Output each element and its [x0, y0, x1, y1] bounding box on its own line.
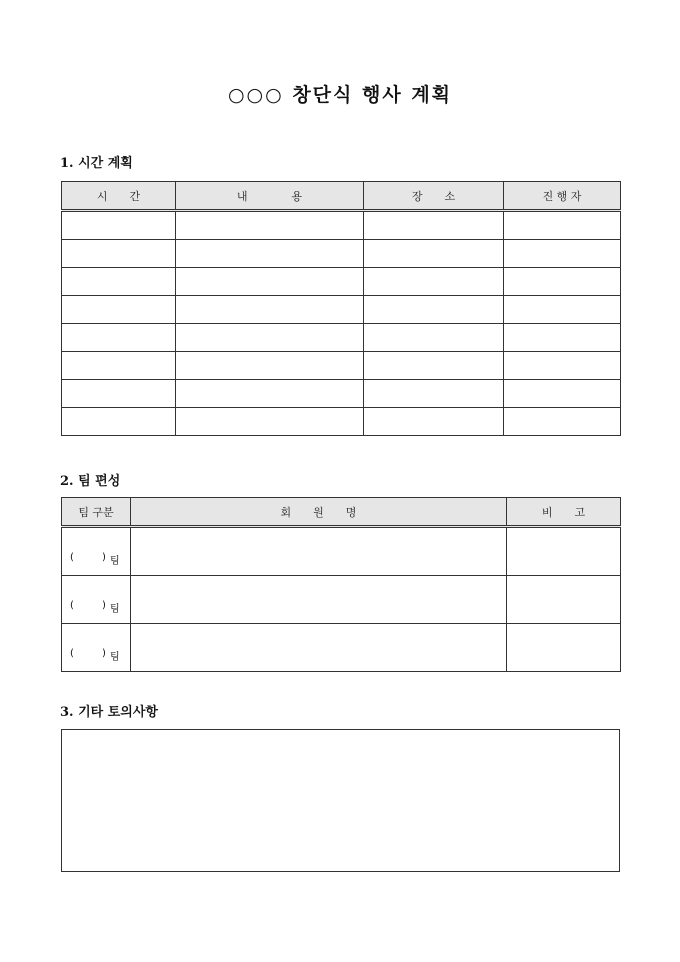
content-cell[interactable] [176, 211, 364, 240]
column-header-team: 팀 구분 [62, 498, 131, 527]
host-cell[interactable] [504, 268, 621, 296]
section-heading-schedule: 1. 시간 계획 [60, 156, 133, 171]
table-row [62, 408, 621, 436]
team-header-row [62, 498, 621, 527]
host-cell[interactable] [504, 380, 621, 408]
column-header-note: 비 고 [507, 498, 621, 527]
section-heading-teams: 2. 팀 편성 [60, 474, 121, 489]
team-name-cell[interactable] [62, 576, 131, 624]
team-close-paren: ) [102, 647, 106, 659]
note-cell[interactable] [507, 576, 621, 624]
misc-discussion-box[interactable] [61, 729, 620, 872]
team-open-paren: ( [70, 599, 74, 611]
members-cell[interactable] [131, 527, 507, 576]
time-cell[interactable] [62, 408, 176, 436]
place-cell[interactable] [364, 408, 504, 436]
host-cell[interactable] [504, 296, 621, 324]
place-cell[interactable] [364, 296, 504, 324]
host-cell[interactable] [504, 352, 621, 380]
content-cell[interactable] [176, 352, 364, 380]
team-open-paren: ( [70, 551, 74, 563]
place-cell[interactable] [364, 380, 504, 408]
column-header-place: 장 소 [364, 182, 504, 211]
members-cell[interactable] [131, 576, 507, 624]
content-cell[interactable] [176, 240, 364, 268]
note-cell[interactable] [507, 624, 621, 672]
team-suffix: 팀 [110, 555, 120, 567]
time-cell[interactable] [62, 268, 176, 296]
place-cell[interactable] [364, 324, 504, 352]
time-cell[interactable] [62, 296, 176, 324]
team-suffix: 팀 [110, 651, 120, 663]
team-close-paren: ) [102, 551, 106, 563]
table-row [62, 240, 621, 268]
host-cell[interactable] [504, 324, 621, 352]
schedule-table [61, 181, 621, 436]
host-cell[interactable] [504, 408, 621, 436]
members-cell[interactable] [131, 624, 507, 672]
content-cell[interactable] [176, 380, 364, 408]
time-cell[interactable] [62, 211, 176, 240]
content-cell[interactable] [176, 408, 364, 436]
table-row [62, 624, 621, 672]
team-suffix: 팀 [110, 603, 120, 615]
table-row [62, 324, 621, 352]
section-heading-misc: 3. 기타 토의사항 [60, 705, 158, 720]
table-row [62, 576, 621, 624]
place-cell[interactable] [364, 268, 504, 296]
schedule-header-row [62, 182, 621, 211]
column-header-time: 시 간 [62, 182, 176, 211]
place-cell[interactable] [364, 352, 504, 380]
time-cell[interactable] [62, 240, 176, 268]
table-row [62, 352, 621, 380]
page-title: ○○○ 창단식 행사 계획 [227, 84, 453, 106]
team-name-cell[interactable] [62, 624, 131, 672]
table-row [62, 268, 621, 296]
table-row [62, 296, 621, 324]
team-name-cell[interactable] [62, 527, 131, 576]
content-cell[interactable] [176, 296, 364, 324]
content-cell[interactable] [176, 324, 364, 352]
team-table [61, 497, 621, 672]
team-close-paren: ) [102, 599, 106, 611]
table-row [62, 380, 621, 408]
place-cell[interactable] [364, 240, 504, 268]
table-row [62, 211, 621, 240]
time-cell[interactable] [62, 324, 176, 352]
host-cell[interactable] [504, 211, 621, 240]
team-open-paren: ( [70, 647, 74, 659]
time-cell[interactable] [62, 380, 176, 408]
place-cell[interactable] [364, 211, 504, 240]
table-row [62, 527, 621, 576]
time-cell[interactable] [62, 352, 176, 380]
column-header-members: 회 원 명 [131, 498, 507, 527]
host-cell[interactable] [504, 240, 621, 268]
note-cell[interactable] [507, 527, 621, 576]
column-header-content: 내 용 [176, 182, 364, 211]
column-header-host: 진 행 자 [504, 182, 621, 211]
content-cell[interactable] [176, 268, 364, 296]
